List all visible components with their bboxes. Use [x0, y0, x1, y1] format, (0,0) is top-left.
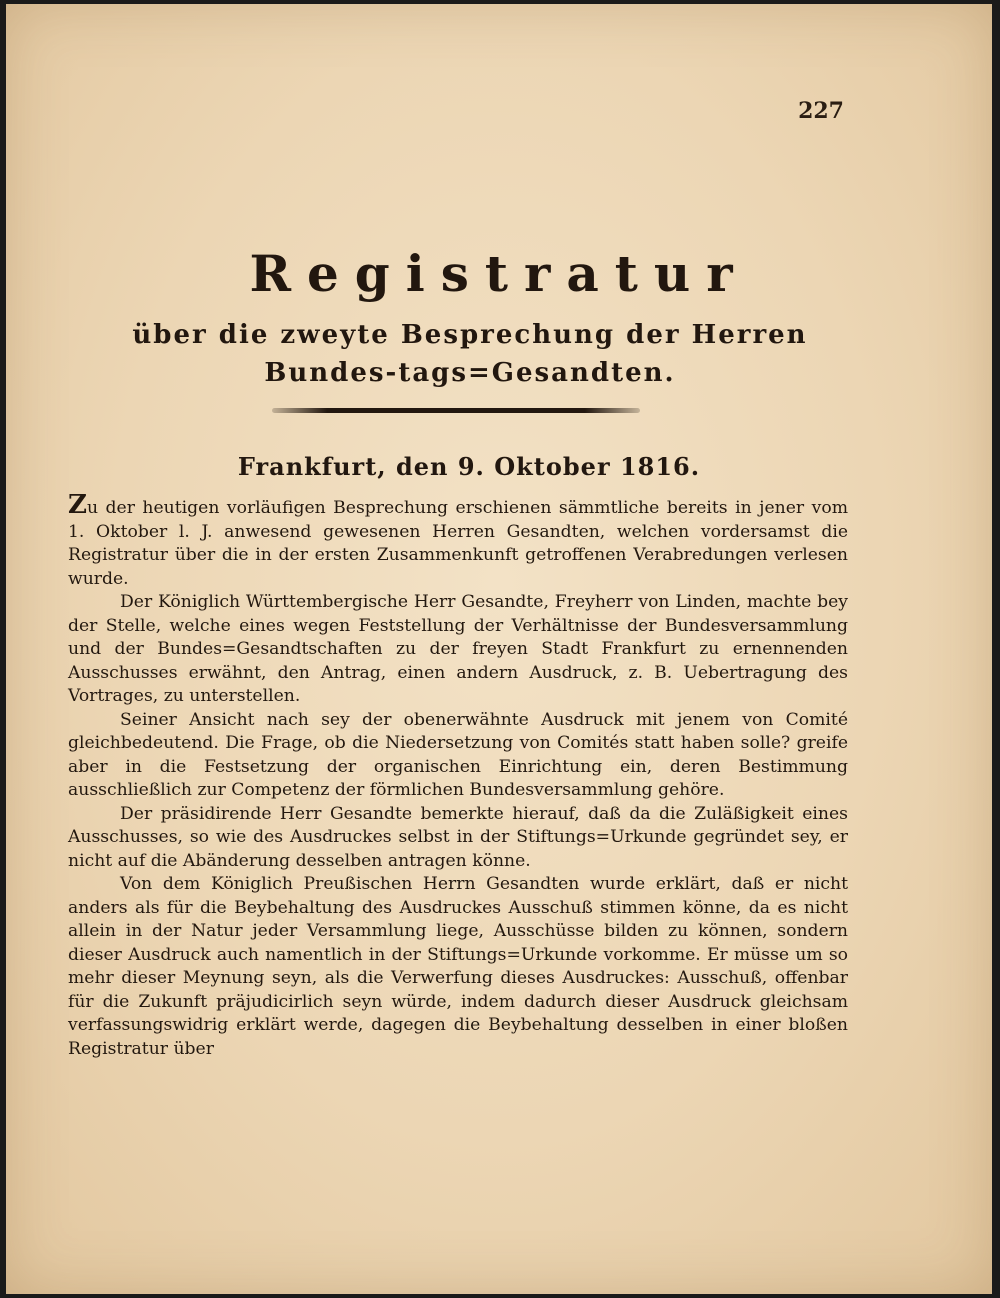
- drop-cap: Z: [68, 490, 87, 520]
- paragraph: Seiner Ansicht nach sey der obenerwähnte Ausdruck mit jenem von Comité gleichbedeutend. Die Frage, ob die Niedersetzung von Comités statt haben solle? greife aber in die Festsetzung der organischen Einrichtung ein, deren Bestimmung ausschließlich zur Competenz der förmlichen Bundesversammlung gehöre.: [68, 709, 848, 800]
- body-text: [68, 490, 848, 1061]
- dateline: Frankfurt, den 9. Oktober 1816.: [237, 452, 701, 481]
- page-number: 227: [798, 98, 844, 124]
- page-subtitle: über die zweyte Besprechung der Herren Bundes-tags=Gesandten.: [132, 320, 808, 388]
- paragraph-text: u der heutigen vorläufigen Besprechung erschienen sämmtliche bereits in jener vom 1. Oktober l. J. anwesend gewesenen Herren Gesandten, welchen vordersamst die Registratur über die in der ersten Zusammenkunft getroffenen Verabredungen verlesen wurde.: [68, 498, 848, 589]
- document-page: [6, 4, 992, 1294]
- paragraph: Von dem Königlich Preußischen Herrn Gesandten wurde erklärt, daß er nicht anders als für die Beybehaltung des Ausdruckes Ausschuß stimmen könne, da es nicht allein in der Natur jeder Versammlung liege, Ausschüsse bilden zu können, sondern dieser Ausdruck auch namentlich in der Stiftungs=Urkunde vorkomme. Er müsse um so mehr dieser Meynung seyn, als die Verwerfung dieses Ausdruckes: Ausschuß, offenbar für die Zukunft präjudicirlich seyn würde, indem dadurch dieser Ausdruck gleichsam verfassungswidrig erklärt werde, dagegen die Beybehaltung desselben in einer bloßen Registratur über: [68, 874, 848, 1059]
- page-title: Registratur: [249, 244, 749, 303]
- paragraph: Der Königlich Württembergische Herr Gesandte, Freyherr von Linden, machte bey der Stelle, welche eines wegen Feststellung der Verhältnisse der Bundesversammlung und der Bundes=Gesandtschaften zu der freyen Stadt Frankfurt zu ernennenden Ausschusses erwähnt, den Antrag, einen andern Ausdruck, z. B. Uebertragung des Vortrages, zu unterstellen.: [68, 592, 848, 706]
- paragraph: [68, 490, 848, 591]
- paragraph: Der präsidirende Herr Gesandte bemerkte hierauf, daß da die Zuläßigkeit eines Ausschusses, so wie des Ausdruckes selbst in der Stiftungs=Urkunde gegründet sey, er nicht auf die Abänderung desselben antragen könne.: [68, 803, 848, 871]
- title-divider: [272, 408, 640, 413]
